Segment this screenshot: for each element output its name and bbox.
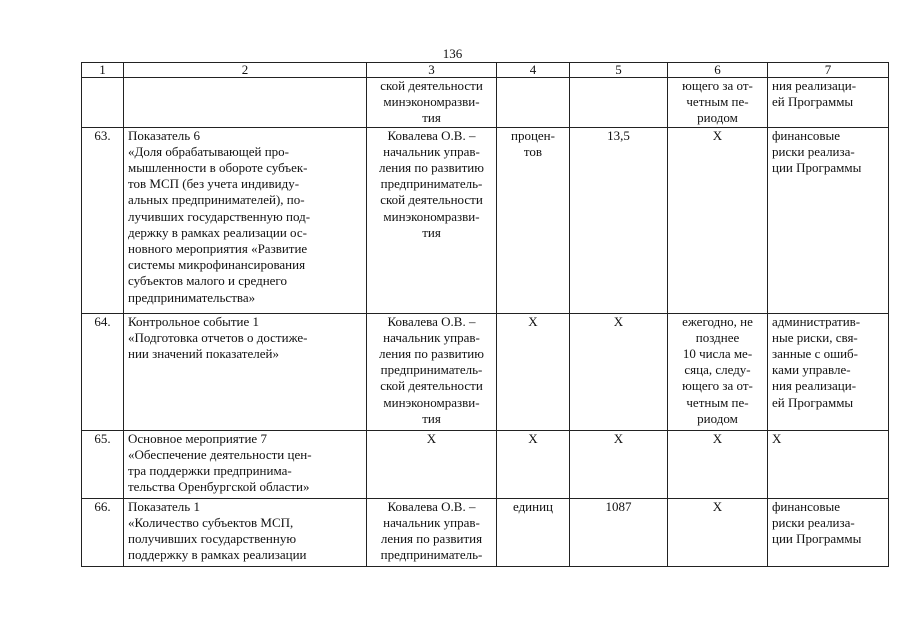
cell-line: альных предпринимателей), по- (128, 192, 305, 208)
cell-line: четным пе- (686, 94, 749, 110)
cell-line: держку в рамках реализации ос- (128, 224, 307, 240)
value-cell (570, 127, 668, 313)
cell-line: ющего за от- (682, 378, 753, 394)
responsible-cell (367, 430, 497, 498)
cell-line: тов (523, 143, 543, 159)
unit-cell (497, 430, 570, 498)
responsible-cell (367, 498, 497, 566)
cell-line: процен- (511, 127, 555, 143)
risk-cell (768, 313, 889, 430)
cell-line: минэкономразви- (383, 394, 480, 410)
cell-line: четным пе- (686, 394, 749, 410)
cell-line: Х (712, 430, 723, 446)
cell-line: начальник управ- (383, 143, 480, 159)
header-row (82, 63, 889, 78)
cell-line: ской деятельности (380, 78, 483, 93)
cell-line: системы микрофинансирования (128, 257, 306, 273)
table-row (82, 127, 889, 313)
header-cell: 5 (570, 63, 668, 78)
period-cell (668, 430, 768, 498)
cell-line: административ- (772, 313, 861, 329)
cell-line: предприниматель- (380, 547, 483, 563)
cell-line: поддержку в рамках реализации (128, 547, 307, 563)
cell-line: 13,5 (607, 127, 630, 143)
unit-cell (497, 498, 570, 566)
value-cell (570, 498, 668, 566)
risk-cell (768, 127, 889, 313)
header-cell: 2 (124, 63, 367, 78)
cell-line: ции Программы (772, 531, 862, 547)
cell-line: ния реализаци- (772, 78, 857, 93)
cell-line: начальник управ- (383, 514, 480, 530)
cell-line: минэкономразви- (383, 208, 480, 224)
cell-line: начальник управ- (383, 329, 480, 345)
row-number-cell (82, 78, 124, 128)
period-cell (668, 127, 768, 313)
cell-line: «Количество субъектов МСП, (128, 514, 294, 530)
header-cell: 4 (497, 63, 570, 78)
risk-cell (768, 430, 889, 498)
name-cell (124, 498, 367, 566)
cell-line: ные риски, свя- (772, 329, 858, 345)
cell-line: риодом (697, 410, 738, 426)
cell-line: ления по развитию (379, 160, 484, 176)
cell-line: ления по развитию (379, 346, 484, 362)
period-cell (668, 313, 768, 430)
cell-line: занные с ошиб- (772, 346, 859, 362)
cell-line: риски реализа- (772, 514, 855, 530)
cell-line: субъектов малого и среднего (128, 273, 287, 289)
cell-line: «Доля обрабатывающей про- (128, 143, 289, 159)
row-number-cell: 64. (82, 313, 124, 430)
page-number: 136 (442, 46, 463, 61)
cell-line: «Подготовка отчетов о достиже- (128, 329, 308, 345)
cell-line: Х (528, 430, 538, 446)
cell-line: ской деятельности (380, 378, 483, 394)
unit-cell (497, 127, 570, 313)
cell-line: Показатель 6 (128, 127, 200, 143)
cell-line: сяца, следу- (684, 362, 751, 378)
responsible-cell (367, 127, 497, 313)
header-cell: 6 (668, 63, 768, 78)
period-cell (668, 498, 768, 566)
cell-line: тра поддержки предпринима- (128, 463, 292, 479)
cell-line: Х (528, 313, 538, 329)
value-cell (570, 313, 668, 430)
header-cell: 1 (82, 63, 124, 78)
cell-line: нии значений показателей» (128, 346, 279, 362)
cell-line: предприниматель- (380, 176, 483, 192)
cell-line: ками управле- (772, 362, 851, 378)
cell-line: ции Программы (772, 160, 862, 176)
table-row (82, 78, 889, 128)
name-cell (124, 127, 367, 313)
unit-cell (497, 313, 570, 430)
cell-line: ей Программы (772, 94, 854, 110)
value-cell (570, 78, 668, 128)
header-cell: 7 (768, 63, 889, 78)
cell-line: ния реализаци- (772, 378, 857, 394)
cell-line: 10 числа ме- (682, 346, 753, 362)
cell-line: тия (422, 410, 441, 426)
name-cell (124, 313, 367, 430)
cell-line: Х (712, 127, 723, 143)
cell-line: минэкономразви- (383, 94, 480, 110)
cell-line: тельства Оренбургской области» (128, 479, 310, 495)
cell-line: Ковалева О.В. – (387, 313, 476, 329)
cell-line: ей Программы (772, 394, 854, 410)
cell-line: тия (422, 110, 441, 126)
cell-line: новного мероприятия «Развитие (128, 241, 308, 257)
cell-line: ющего за от- (682, 78, 753, 93)
period-cell (668, 78, 768, 128)
cell-line: Показатель 1 (128, 498, 200, 514)
responsible-cell (367, 313, 497, 430)
cell-line: Х (426, 430, 437, 446)
name-cell (124, 78, 367, 128)
cell-line: Х (613, 430, 624, 446)
cell-line: Ковалева О.В. – (387, 127, 476, 143)
cell-line: предпринимательства» (128, 289, 256, 305)
cell-line: Контрольное событие 1 (128, 313, 259, 329)
value-cell (570, 430, 668, 498)
table-row (82, 430, 889, 498)
cell-line: финансовые (772, 127, 840, 143)
cell-line: риодом (697, 110, 738, 126)
header-cell: 3 (367, 63, 497, 78)
row-number-cell: 66. (82, 498, 124, 566)
row-number-cell: 65. (82, 430, 124, 498)
cell-line: риски реализа- (772, 143, 855, 159)
table-row (82, 498, 889, 566)
cell-line: 1087 (605, 498, 632, 514)
cell-line: тов МСП (без учета индивиду- (128, 176, 300, 192)
cell-line: Х (772, 430, 782, 446)
cell-line: Основное мероприятие 7 (128, 430, 267, 446)
name-cell (124, 430, 367, 498)
cell-line: ления по развития (380, 531, 483, 547)
responsible-cell (367, 78, 497, 128)
cell-line: финансовые (772, 498, 840, 514)
cell-line: тия (422, 224, 441, 240)
row-number-cell: 63. (82, 127, 124, 313)
cell-line: ежегодно, не (682, 313, 753, 329)
cell-line: «Обеспечение деятельности цен- (128, 446, 312, 462)
risk-cell (768, 498, 889, 566)
cell-line: мышленности в обороте субъек- (128, 160, 308, 176)
cell-line: получивших государственную (128, 531, 297, 547)
cell-line: позднее (695, 329, 740, 345)
risk-cell (768, 78, 889, 128)
cell-line: единиц (512, 498, 554, 514)
cell-line: лучивших государственную под- (128, 208, 311, 224)
document-table (81, 62, 889, 567)
cell-line: предприниматель- (380, 362, 483, 378)
table-row (82, 313, 889, 430)
cell-line: ской деятельности (380, 192, 483, 208)
cell-line: Ковалева О.В. – (387, 498, 476, 514)
cell-line: Х (712, 498, 723, 514)
unit-cell (497, 78, 570, 128)
cell-line: Х (613, 313, 624, 329)
